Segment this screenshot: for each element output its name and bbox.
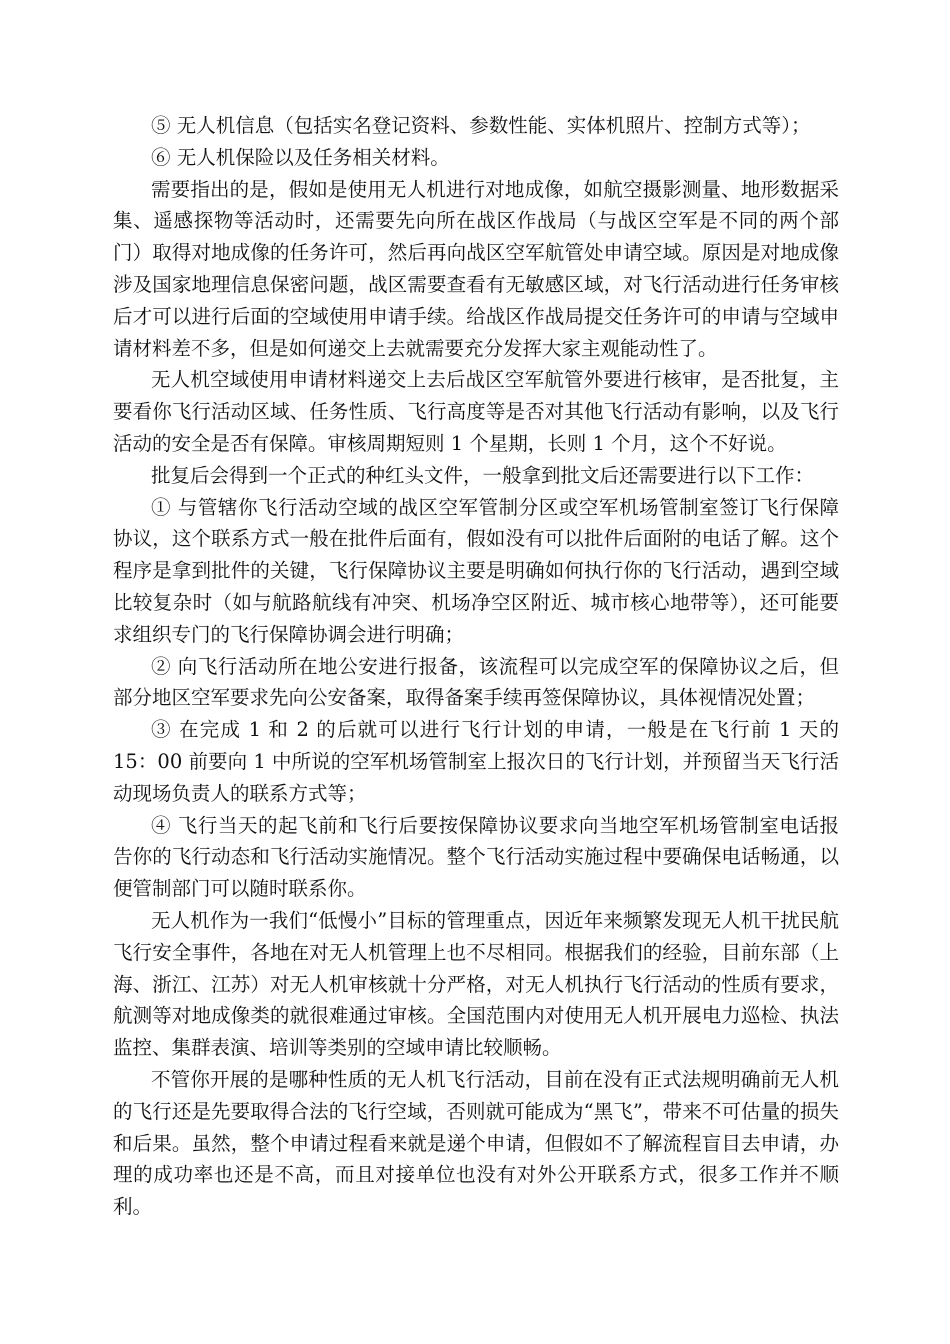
- paragraph-after-approval: 批复后会得到一个正式的种红头文件，一般拿到批文后还需要进行以下工作：: [151, 463, 815, 487]
- list-item-flight-day-report: ④ 飞行当天的起飞前和飞行后要按保障协议要求向当地空军机场管制室电话报告你的飞行动态和飞行活动实施情况。整个飞行活动实施过程中要确保电话畅通，以便管制部门可以随时联系你。: [113, 813, 839, 901]
- list-item-drone-insurance: ⑥ 无人机保险以及任务相关材料。: [151, 145, 450, 169]
- list-item-drone-info: ⑤ 无人机信息（包括实名登记资料、参数性能、实体机照片、控制方式等）；: [151, 114, 811, 137]
- paragraph-review: 无人机空域使用申请材料递交上去后战区空军航管外要进行核审，是否批复，主要看你飞行活动区域、任务性质、飞行高度等是否对其他飞行活动有影响，以及飞行活动的安全是否有保障。审核周期短则 1 个星期，长则 1 个月，这个不好说。: [113, 368, 839, 455]
- list-item-flight-plan: ③ 在完成 1 和 2 的后就可以进行飞行计划的申请，一般是在飞行前 1 天的 15：00 前要向 1 中所说的空军机场管制室上报次日的飞行计划，并预留当天飞行活动现场负责人的联系方式等；: [113, 718, 839, 805]
- list-item-security-agreement: ① 与管辖你飞行活动空域的战区空军管制分区或空军机场管制室签订飞行保障协议，这个联系方式一般在批件后面有，假如没有可以批件后面附的电话了解。这个程序是拿到批件的关键，飞行保障协议主要是明确如何执行你的飞行活动，遇到空域比较复杂时（如与航路航线有冲突、机场净空区附近、城市核心地带等），还可能要求组织专门的飞行保障协调会进行明确；: [113, 495, 839, 646]
- list-item-police-filing: ② 向飞行活动所在地公安进行报备，该流程可以完成空军的保障协议之后，但部分地区空军要求先向公安备案，取得备案手续再签保障协议，具体视情况处置；: [113, 654, 839, 710]
- paragraph-management-focus: 无人机作为一我们“低慢小”目标的管理重点，因近年来频繁发现无人机干扰民航飞行安全事件，各地在对无人机管理上也不尽相同。根据我们的经验，目前东部（上海、浙江、江苏）对无人机审核就十分严格，对无人机执行飞行活动的性质有要求，航测等对地成像类的就很难通过审核。全国范围内对使用无人机开展电力巡检、执法监控、集群表演、培训等类别的空域申请比较顺畅。: [113, 908, 839, 1060]
- document-body: [113, 110, 839, 1223]
- paragraph-ground-imaging: 需要指出的是，假如是使用无人机进行对地成像，如航空摄影测量、地形数据采集、遥感探物等活动时，还需要先向所在战区作战局（与战区空军是不同的两个部门）取得对地成像的任务许可，然后再向战区空军航管处申请空域。原因是对地成像涉及国家地理信息保密问题，战区需要查看有无敏感区域，对飞行活动进行任务审核后才可以进行后面的空域使用申请手续。给战区作战局提交任务许可的申请与空域申请材料差不多，但是如何递交上去就需要充分发挥大家主观能动性了。: [113, 177, 839, 360]
- paragraph-conclusion: 不管你开展的是哪种性质的无人机飞行活动，目前在没有正式法规明确前无人机的飞行还是先要取得合法的飞行空域，否则就可能成为“黑飞”，带来不可估量的损失和后果。虽然，整个申请过程看来就是递个申请，但假如不了解流程盲目去申请，办理的成功率也还是不高，而且对接单位也没有对外公开联系方式，很多工作并不顺利。: [113, 1067, 839, 1219]
